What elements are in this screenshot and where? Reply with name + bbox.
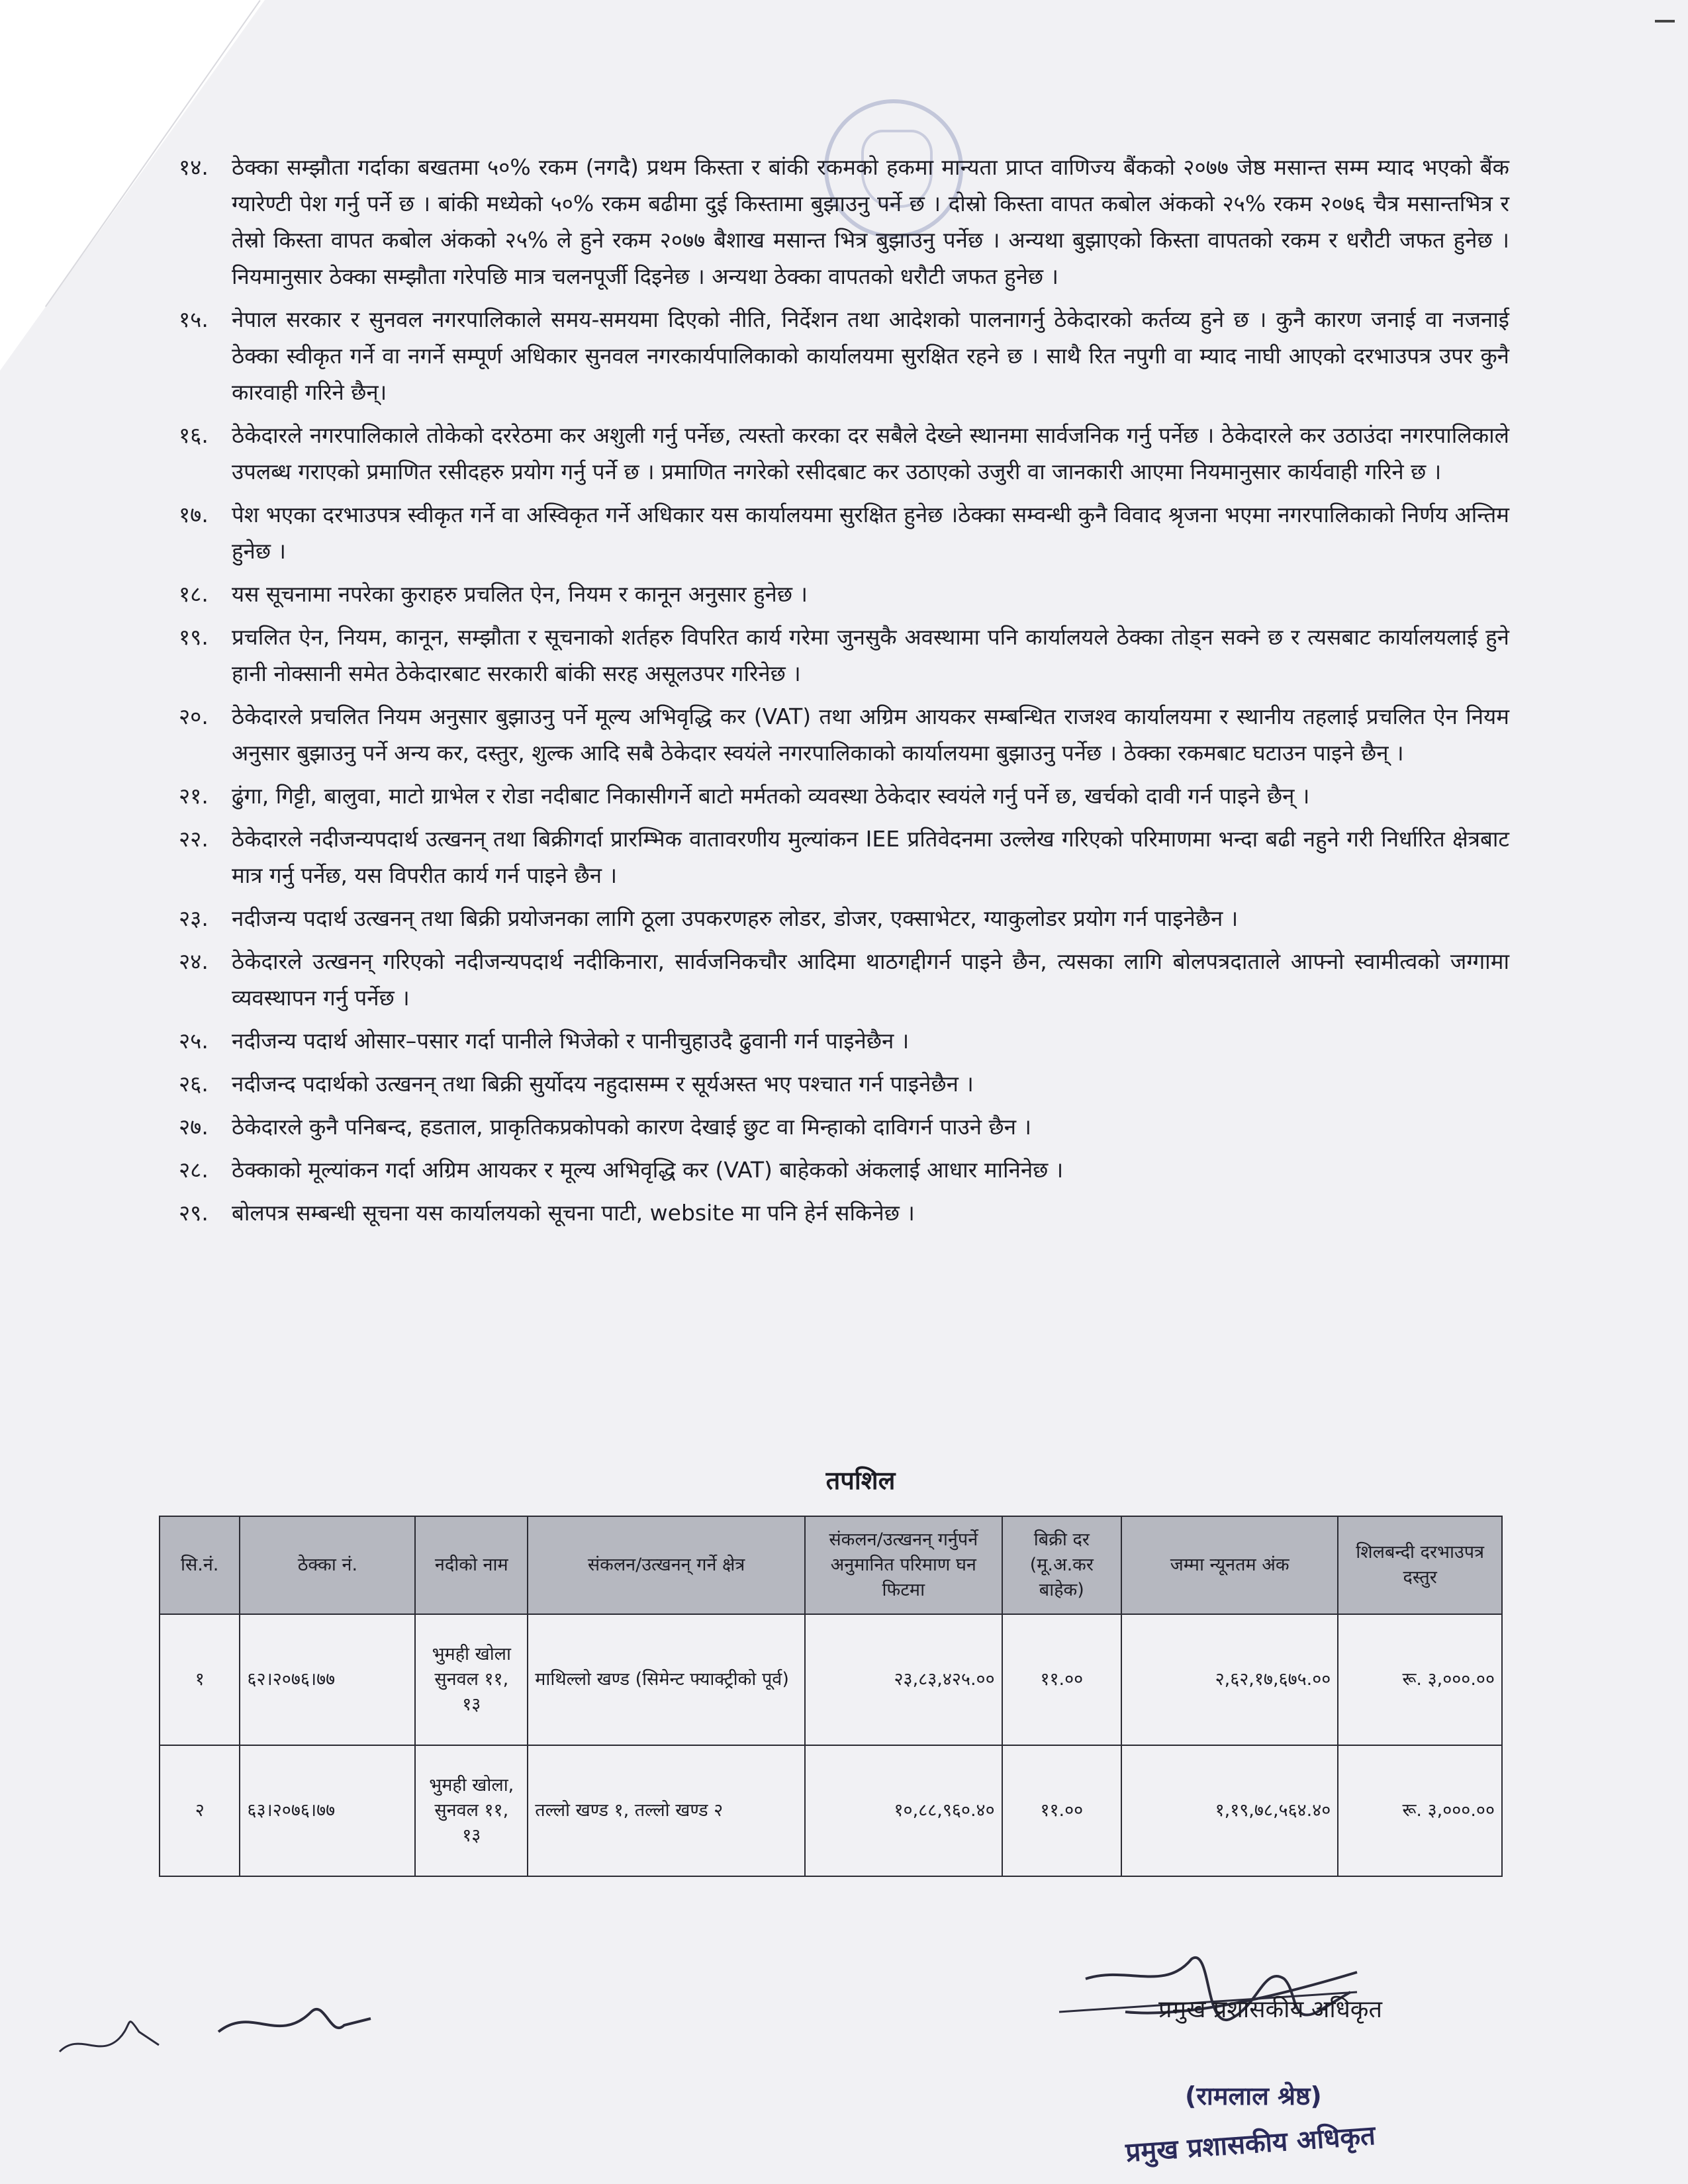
clause-item <box>179 1152 1509 1188</box>
clause-item <box>179 417 1509 490</box>
clause-number: २५. <box>179 1028 209 1054</box>
cell-area: तल्लो खण्ड १, तल्लो खण्ड २ <box>528 1745 805 1876</box>
cell-sn: १ <box>160 1614 240 1745</box>
clause-number: २७. <box>179 1114 209 1140</box>
header-total: जम्मा न्यूनतम अंक <box>1121 1516 1338 1614</box>
clause-item <box>179 619 1509 692</box>
clause-text: ठेक्का सम्झौता गर्दाका बखतमा ५०% रकम (नगदै) प्रथम किस्ता र बांकी रकमको हकमा मान्यता प्राप्त वाणिज्य बैंकको २०७७ जेष्ठ मसान्त सम्म म्याद भएको बैंक ग्यारेण्टी पेश गर्नु पर्ने छ । बांकी मध्येको ५०% रकम बढीमा दुई किस्तामा बुझाउनु पर्ने छ । दोस्रो किस्ता वापत कबोल अंकको २५% रकम २०७६ चैत्र मसान्तभित्र र तेस्रो किस्ता वापत कबोल अंकको २५% ले हुने रकम २०७७ बैशाख मसान्त भित्र बुझाउनु पर्नेछ । अन्यथा बुझाएको किस्ता वापतको रकम र धरौटी जफत हुनेछ । नियमानुसार ठेक्का सम्झौता गरेपछि मात्र चलनपूर्जी दिइनेछ । अन्यथा ठेक्का वापतको धरौटी जफत हुनेछ । <box>232 154 1509 289</box>
details-table <box>159 1516 1503 1877</box>
clause-number: २२. <box>179 826 209 852</box>
clause-number: २६. <box>179 1071 209 1097</box>
clause-text: बोलपत्र सम्बन्धी सूचना यस कार्यालयको सूचना पाटी, website मा पनि हेर्न सकिनेछ । <box>232 1200 915 1226</box>
clause-text: पेश भएका दरभाउपत्र स्वीकृत गर्ने वा अस्विकृत गर्ने अधिकार यस कार्यालयमा सुरक्षित हुनेछ ।ठेक्का सम्वन्धी कुनै विवाद श्रृजना भएमा नगरपालिकाको निर्णय अन्तिम हुनेछ । <box>232 502 1509 564</box>
cell-river-name: भुमही खोला सुनवल ११, १३ <box>415 1614 528 1745</box>
clause-item <box>179 149 1509 295</box>
header-area: संकलन/उत्खनन् गर्ने क्षेत्र <box>528 1516 805 1614</box>
header-quantity: संकलन/उत्खनन् गर्नुपर्ने अनुमानित परिमाण घन फिटमा <box>805 1516 1002 1614</box>
table-row <box>160 1614 1502 1745</box>
clause-text: नदीजन्य पदार्थ उत्खनन् तथा बिक्री प्रयोजनका लागि ठूला उपकरणहरु लोडर, डोजर, एक्साभेटर, ग्याकुलोडर प्रयोग गर्न पाइनेछैन । <box>232 905 1239 931</box>
clause-item <box>179 1195 1509 1231</box>
cell-river-name: भुमही खोला, सुनवल ११, १३ <box>415 1745 528 1876</box>
cell-contract-no: ६२।२०७६।७७ <box>240 1614 415 1745</box>
clause-text: ठेकेदारले नदीजन्यपदार्थ उत्खनन् तथा बिक्रीगर्दा प्रारम्भिक वातावरणीय मुल्यांकन IEE प्रतिवेदनमा उल्लेख गरिएको परिमाणमा भन्दा बढी नहुने गरी निर्धारित क्षेत्रबाट मात्र गर्नु पर्नेछ, यस विपरीत कार्य गर्न पाइने छैन । <box>232 826 1509 888</box>
cell-rate: ११.०० <box>1002 1614 1121 1745</box>
clause-item <box>179 1066 1509 1102</box>
clause-item <box>179 778 1509 814</box>
cell-quantity: २३,८३,४२५.०० <box>805 1614 1002 1745</box>
table-title: तपशिल <box>825 1466 896 1495</box>
clause-text: नदीजन्द पदार्थको उत्खनन् तथा बिक्री सुर्योदय नहुदासम्म र सूर्यअस्त भए पश्चात गर्न पाइनेछैन । <box>232 1071 974 1097</box>
cell-fee: रू. ३,०००.०० <box>1338 1745 1502 1876</box>
clause-item <box>179 1109 1509 1145</box>
clause-text: प्रचलित ऐन, नियम, कानून, सम्झौता र सूचनाको शर्तहरु विपरित कार्य गरेमा जुनसुकै अवस्थामा पनि कार्यालयले ठेक्का तोड्न सक्ने छ र त्यसबाट कार्यालयलाई हुने हानी नोक्सानी समेत ठेकेदारबाट सरकारी बांकी सरह असूलउपर गरिनेछ । <box>232 624 1509 686</box>
clause-number: २४. <box>179 948 209 974</box>
clause-item <box>179 900 1509 936</box>
signatory-title: प्रमुख प्रशासकीय अधिकृत <box>1158 1996 1382 2023</box>
header-fee: शिलबन्दी दरभाउपत्र दस्तुर <box>1338 1516 1502 1614</box>
clause-item <box>179 1023 1509 1059</box>
clause-text: यस सूचनामा नपरेका कुराहरु प्रचलित ऐन, नियम र कानून अनुसार हुनेछ । <box>232 581 808 607</box>
clause-text: ठेकेदारले उत्खनन् गरिएको नदीजन्यपदार्थ नदीकिनारा, सार्वजनिकचौर आदिमा थाठगद्दीगर्न पाइने छैन, त्यसका लागि बोलपत्रदाताले आफ्नो स्वामीत्वको जग्गामा व्यवस्थापन गर्नु पर्नेछ । <box>232 948 1509 1011</box>
clause-number: १९. <box>179 624 209 650</box>
cell-quantity: १०,८८,९६०.४० <box>805 1745 1002 1876</box>
clause-item <box>179 301 1509 410</box>
clause-item <box>179 821 1509 893</box>
clause-number: १४. <box>179 154 209 180</box>
clause-number: १८. <box>179 581 209 607</box>
cell-total: १,१९,७८,५६४.४० <box>1121 1745 1338 1876</box>
table-row <box>160 1745 1502 1876</box>
clause-number: १५. <box>179 306 209 332</box>
header-river-name: नदीको नाम <box>415 1516 528 1614</box>
cell-total: २,६२,१७,६७५.०० <box>1121 1614 1338 1745</box>
cell-area: माथिल्लो खण्ड (सिमेन्ट फ्याक्ट्रीको पूर्व) <box>528 1614 805 1745</box>
clause-number: १६. <box>179 422 209 448</box>
clause-text: नदीजन्य पदार्थ ओसार–पसार गर्दा पानीले भिजेको र पानीचुहाउदै ढुवानी गर्न पाइनेछैन । <box>232 1028 910 1054</box>
stamp-title: प्रमुख प्रशासकीय अधिकृत <box>1125 2120 1377 2169</box>
header-sn: सि.नं. <box>160 1516 240 1614</box>
scan-mark <box>1655 20 1675 23</box>
clause-number: २९. <box>179 1200 209 1226</box>
clause-list <box>179 149 1509 1238</box>
signatory-name: (रामलाल श्रेष्ठ) <box>1185 2081 1322 2111</box>
clause-number: २३. <box>179 905 209 931</box>
cell-sn: २ <box>160 1745 240 1876</box>
clause-text: नेपाल सरकार र सुनवल नगरपालिकाले समय-समयमा दिएको नीति, निर्देशन तथा आदेशको पालनागर्नु ठेकेदारको कर्तव्य हुने छ । कुनै कारण जनाई वा नजनाई ठेक्का स्वीकृत गर्ने वा नगर्ने सम्पूर्ण अधिकार सुनवल नगरकार्यपालिकाको कार्यालयमा सुरक्षित रहने छ । साथै रित नपुगी वा म्याद नाघी आएको दरभाउपत्र उपर कुनै कारवाही गरिने छैन्। <box>232 306 1509 405</box>
cell-rate: ११.०० <box>1002 1745 1121 1876</box>
clause-number: २१. <box>179 783 209 809</box>
clause-item <box>179 496 1509 569</box>
clause-text: ठेकेदारले कुनै पनिबन्द, हडताल, प्राकृतिकप्रकोपको कारण देखाई छुट वा मिन्हाको दाविगर्न पाउने छैन । <box>232 1114 1031 1140</box>
header-rate: बिक्री दर (मू.अ.कर बाहेक) <box>1002 1516 1121 1614</box>
clause-text: ठेक्काको मूल्यांकन गर्दा अग्रिम आयकर र मूल्य अभिवृद्धि कर (VAT) बाहेकको अंकलाई आधार मानिनेछ । <box>232 1157 1064 1183</box>
clause-item <box>179 698 1509 771</box>
clause-item <box>179 576 1509 612</box>
signatures-drawing <box>0 1952 1688 2184</box>
clause-number: २०. <box>179 704 209 729</box>
clause-text: ठेकेदारले प्रचलित नियम अनुसार बुझाउनु पर्ने मूल्य अभिवृद्धि कर (VAT) तथा अग्रिम आयकर सम्बन्धित राजश्व कार्यालयमा र स्थानीय तहलाई प्रचलित ऐन नियम अनुसार बुझाउनु पर्ने अन्य कर, दस्तुर, शुल्क आदि सबै ठेकेदार स्वयंले नगरपालिकाको कार्यालयमा बुझाउनु पर्नेछ । ठेक्का रकमबाट घटाउन पाइने छैन् । <box>232 704 1509 766</box>
initial-signature-2 <box>218 2009 371 2032</box>
header-contract-no: ठेक्का नं. <box>240 1516 415 1614</box>
cell-contract-no: ६३।२०७६।७७ <box>240 1745 415 1876</box>
clause-text: ठेकेदारले नगरपालिकाले तोकेको दररेठमा कर अशुली गर्नु पर्नेछ, त्यस्तो करका दर सबैले देख्ने स्थानमा सार्वजनिक गर्नु पर्नेछ । ठेकेदारले कर उठाउंदा नगरपालिकाले उपलब्ध गराएको प्रमाणित रसीदहरु प्रयोग गर्नु पर्ने छ । प्रमाणित नगरेको रसीदबाट कर उठाएको उजुरी वा जानकारी आएमा नियमानुसार कार्यवाही गरिने छ । <box>232 422 1509 484</box>
clause-text: ढुंगा, गिट्टी, बालुवा, माटो ग्राभेल र रोडा नदीबाट निकासीगर्ने बाटो मर्मतको व्यवस्था ठेकेदार स्वयंले गर्नु पर्ने छ, खर्चको दावी गर्न पाइने छैन् । <box>232 783 1310 809</box>
cell-fee: रू. ३,०००.०० <box>1338 1614 1502 1745</box>
clause-item <box>179 943 1509 1016</box>
clause-number: २८. <box>179 1157 209 1183</box>
table-header-row <box>160 1516 1502 1614</box>
clause-number: १७. <box>179 502 209 527</box>
initial-signature-1 <box>60 2022 159 2052</box>
